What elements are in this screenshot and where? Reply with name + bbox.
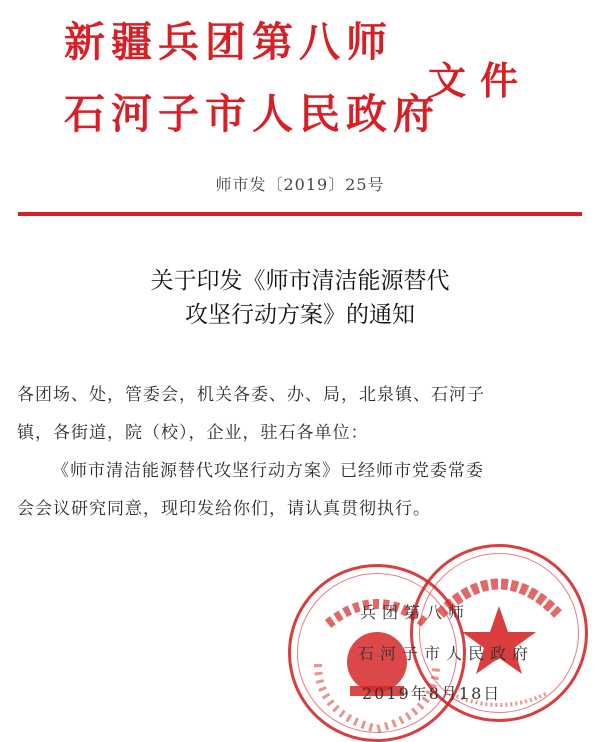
body-paragraph-line1: 《师市清洁能源替代攻坚行动方案》已经师市党委常委 — [52, 461, 484, 481]
notice-title-line1: 关于印发《师市清洁能源替代 — [150, 268, 450, 294]
body-paragraph-line2: 会会议研究同意，现印发给你们，请认真贯彻执行。 — [17, 499, 431, 519]
addressee-line1: 各团场、处，管委会，机关各委、办、局，北泉镇、石河子 — [17, 385, 485, 405]
signature-issuer-line2: 石河子市人民政府 — [358, 644, 535, 663]
signature-issuer-line1: 兵团第八师 — [360, 603, 471, 622]
issuer-name-line2: 石河子市人民政府 — [64, 90, 440, 138]
signature-date: 2019年8月18日 — [362, 684, 502, 703]
issuer-name-line1: 新疆兵团第八师 — [64, 18, 393, 66]
document-type-label: 文件 — [428, 58, 533, 103]
notice-title-line2: 攻坚行动方案》的通知 — [185, 302, 415, 328]
addressee-line2: 镇，各街道，院（校），企业，驻石各单位： — [17, 423, 369, 443]
red-divider-line — [18, 212, 582, 216]
document-number: 师市发〔2019〕25号 — [215, 175, 385, 194]
